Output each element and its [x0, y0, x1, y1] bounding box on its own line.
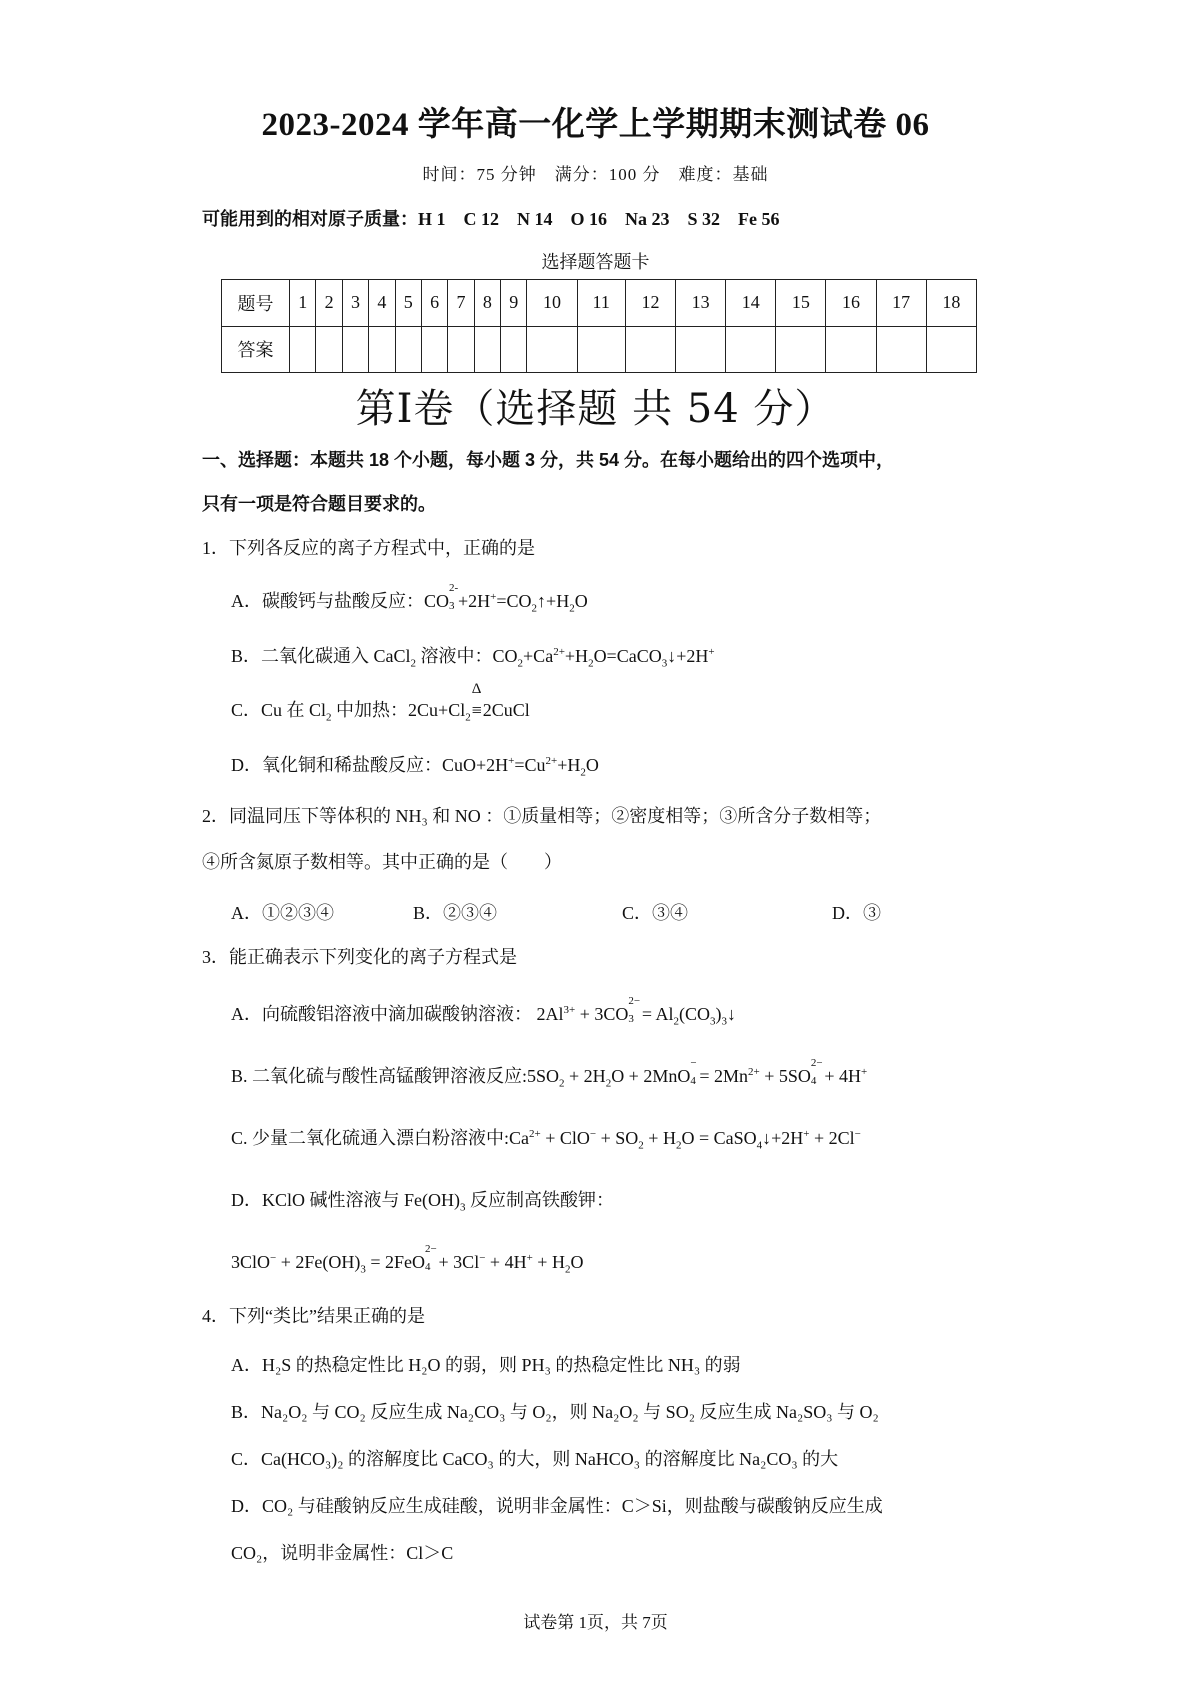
- q4-option-a: A．H₂S 的热稳定性比 H₂O 的弱，则 PH₃ 的热稳定性比 NH₃ 的弱: [231, 1355, 741, 1375]
- q1-option-a: A．碳酸钙与盐酸反应：CO 2- 3 $+2H^+=CO_2↑+H_2O$: [231, 582, 588, 615]
- answer-card-number-row: [222, 280, 977, 327]
- q3-option-c-label: C. 少量二氧化硫通入漂白粉溶液中:: [231, 1128, 510, 1148]
- answer-cell[interactable]: [625, 326, 675, 373]
- answer-cell[interactable]: [421, 326, 447, 373]
- answer-card-title: 选择题答题卡: [541, 252, 650, 272]
- q2-stem-line-2: ④所含氮原子数相等。其中正确的是（ ）: [202, 852, 562, 872]
- answer-cell[interactable]: [726, 326, 776, 373]
- q3-option-d-label: D．KClO 碱性溶液与: [231, 1190, 400, 1210]
- answer-cell[interactable]: [876, 326, 926, 373]
- q2-option-b: B．②③④: [413, 903, 498, 923]
- q1-option-b: B．二氧化碳通入 CaCl$_2$ 溶液中：$CO_2+Ca^{2+}+H_2O=CaCO_3↓+2H^+$: [231, 646, 715, 670]
- ferrate-charge: 2− 4: [425, 1243, 437, 1273]
- q3-option-c: C. 少量二氧化硫通入漂白粉溶液中$:Ca^{2+} + ClO^- + SO_2 + H_2O$ = CaSO$_4$↓+2H+ + 2Cl−: [231, 1128, 861, 1152]
- q1-option-d: D．氧化铜和稀盐酸反应：$CuO+2H^+=Cu^{2+}+H_2O$: [231, 755, 599, 779]
- q1-stem: 1．下列各反应的离子方程式中，正确的是: [202, 538, 535, 558]
- q4-option-d-line-1: D．CO₂ 与硅酸钠反应生成硅酸，说明非金属性：C＞Si，则盐酸与碳酸钠反应生成: [231, 1496, 883, 1516]
- question-number: 2: [316, 280, 342, 327]
- answer-cell[interactable]: [577, 326, 625, 373]
- answer-cell[interactable]: [776, 326, 826, 373]
- q4-option-c: C．Ca(HCO₃)₂ 的溶解度比 CaCO₃ 的大，则 NaHCO₃ 的溶解度比 Na₂CO₃ 的大: [231, 1449, 839, 1469]
- instructions-line-1: 一、选择题：本题共 18 个小题，每小题 3 分，共 54 分。在每小题给出的四个选项中，: [202, 450, 895, 470]
- answer-card-answer-row: [222, 326, 977, 373]
- atomic-masses-label: 可能用到的相对原子质量：: [202, 209, 418, 229]
- q4-option-d-line-2: CO₂，说明非金属性：Cl＞C: [231, 1543, 454, 1563]
- q2-stem-line-1: 2．同温同压下等体积的 NH₃ 和 NO ：①质量相等；②密度相等；③所含分子数相等；: [202, 806, 882, 826]
- q1-option-b-label: B．二氧化碳通入 CaCl: [231, 646, 411, 666]
- answer-cell[interactable]: [290, 326, 316, 373]
- exam-info: 时间：75 分钟 满分：100 分 难度：基础: [422, 165, 769, 184]
- question-number: 14: [726, 280, 776, 327]
- answer-cell[interactable]: [527, 326, 577, 373]
- answer-cell[interactable]: [369, 326, 395, 373]
- answer-cell[interactable]: [826, 326, 876, 373]
- page-footer: 试卷第 1页，共 7页: [523, 1613, 668, 1632]
- q2-option-c: C．③④: [622, 903, 689, 923]
- answer-cell[interactable]: [448, 326, 474, 373]
- q3-option-d-tail: 反应制高铁酸钾：: [470, 1190, 615, 1210]
- q1-option-c: C．Cu 在 $Cl_2$ 中加热：$2Cu+Cl_2$ Δ ≡2CuCl: [231, 681, 530, 724]
- atomic-masses-values: H 1 C 12 N 14 O 16 Na 23 S 32 Fe 56: [418, 209, 780, 229]
- q3-option-b-label: B. 二氧化硫与酸性高锰酸钾溶液反应:: [231, 1066, 528, 1086]
- answer-card-table: [221, 279, 977, 373]
- question-number: 5: [395, 280, 421, 327]
- permanganate-charge: − 4: [690, 1057, 697, 1087]
- q3-stem: 3．能正确表示下列变化的离子方程式是: [202, 947, 517, 967]
- answer-cell[interactable]: [676, 326, 726, 373]
- answer-cell[interactable]: [501, 326, 527, 373]
- answer-row-label: 答案: [222, 326, 290, 373]
- atomic-masses: [202, 205, 780, 231]
- section-heading: 第I卷（选择题 共 54 分）: [355, 386, 836, 432]
- answer-cell[interactable]: [342, 326, 368, 373]
- carbonate-charge: 2- 3: [449, 582, 459, 612]
- q1-option-b-mid: 溶液中：: [416, 646, 493, 666]
- question-number: 4: [369, 280, 395, 327]
- question-number: 1: [290, 280, 316, 327]
- question-number: 6: [421, 280, 447, 327]
- question-number: 13: [676, 280, 726, 327]
- question-number: 8: [474, 280, 500, 327]
- question-number: 16: [826, 280, 876, 327]
- answer-cell[interactable]: [395, 326, 421, 373]
- q3-option-a: A．向硫酸铝溶液中滴加碳酸钠溶液： $2Al^{3+} + 3CO$ 2− 3 = $Al_2(CO_3)_3↓$: [231, 995, 737, 1028]
- question-number: 11: [577, 280, 625, 327]
- question-number: 18: [926, 280, 976, 327]
- q2-option-a: A．①②③④: [231, 903, 334, 923]
- heating-condition: Δ ≡: [471, 681, 482, 720]
- q3-option-b: B. 二氧化硫与酸性高锰酸钾溶液反应$:5SO_2 + 2H_2O + 2MnO$ − 4 = $2Mn^{2+} + 5SO$ 2− 4 + 4H+: [231, 1057, 868, 1090]
- question-number: 15: [776, 280, 826, 327]
- question-number: 12: [625, 280, 675, 327]
- question-number: 10: [527, 280, 577, 327]
- q1-option-a-label: A．碳酸钙与盐酸反应：: [231, 591, 424, 611]
- sulfate-charge: 2− 4: [810, 1057, 823, 1087]
- carbonate-charge: 2− 3: [628, 995, 641, 1025]
- number-row-label: 题号: [222, 280, 290, 327]
- answer-cell[interactable]: [474, 326, 500, 373]
- q1-option-c-label: C．Cu 在 Cl: [231, 700, 327, 720]
- question-number: 9: [501, 280, 527, 327]
- question-number: 17: [876, 280, 926, 327]
- q4-stem: 4．下列“类比”结果正确的是: [202, 1306, 425, 1326]
- q3-option-d: D．KClO 碱性溶液与 $Fe(OH)_3$ 反应制高铁酸钾：: [231, 1190, 615, 1214]
- q4-option-b: B．Na₂O₂ 与 CO₂ 反应生成 Na₂CO₃ 与 O₂，则 Na₂O₂ 与 SO₂ 反应生成 Na₂SO₃ 与 O₂: [231, 1402, 879, 1422]
- q3-option-d-equation: $3ClO^- + 2Fe(OH)_3 = 2FeO$ 2− 4 + $3Cl^- + 4H^+ + H_2O$: [231, 1243, 584, 1276]
- question-number: 7: [448, 280, 474, 327]
- question-number: 3: [342, 280, 368, 327]
- q3-option-a-label: A．向硫酸铝溶液中滴加碳酸钠溶液：: [231, 1004, 532, 1024]
- q1-option-d-label: D．氧化铜和稀盐酸反应：: [231, 755, 442, 775]
- instructions-line-2: 只有一项是符合题目要求的。: [202, 494, 436, 514]
- q2-option-d: D．③: [832, 903, 881, 923]
- exam-title: 2023-2024 学年高一化学上学期期末测试卷 06: [261, 107, 930, 143]
- answer-cell[interactable]: [926, 326, 976, 373]
- q1-option-c-mid: 中加热：: [331, 700, 409, 720]
- answer-cell[interactable]: [316, 326, 342, 373]
